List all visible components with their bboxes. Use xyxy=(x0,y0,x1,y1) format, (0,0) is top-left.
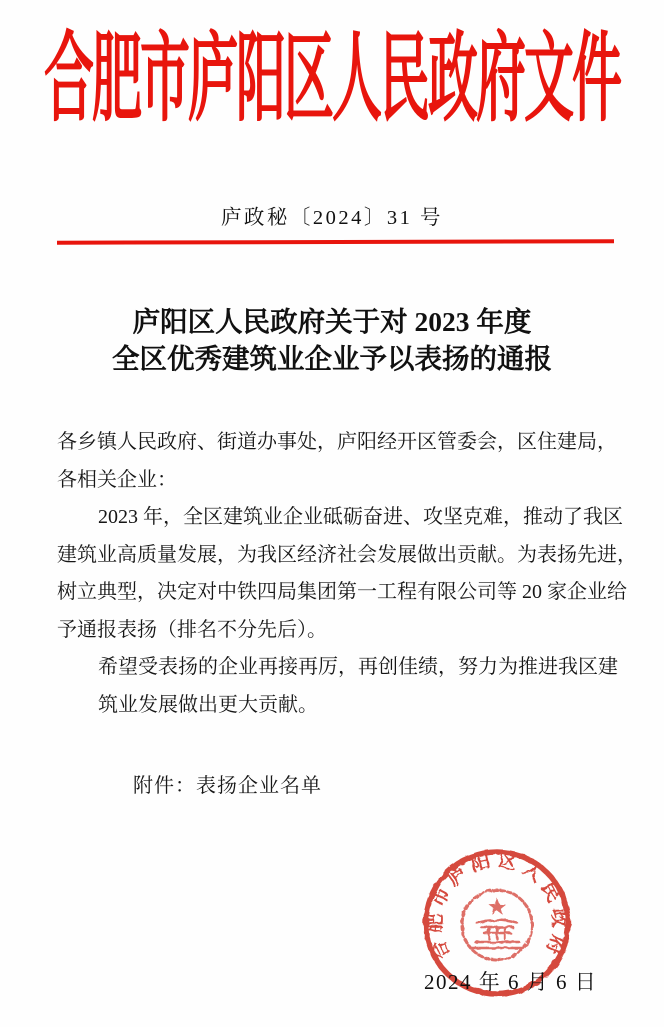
doc-number: 庐政秘〔2024〕31 号 xyxy=(220,207,444,229)
body-line: 2023 年，全区建筑业企业砥砺奋进、攻坚克难，推动了我区 xyxy=(98,506,623,528)
attachment-note: 附件：表扬企业名单 xyxy=(133,775,322,797)
body-line: 各相关企业： xyxy=(57,468,177,491)
document-title-line2: 全区优秀建筑业企业予以表扬的通报 xyxy=(112,343,552,374)
seal-text: 合肥市庐阳区人民政府 xyxy=(424,849,570,963)
letterhead-title: 合肥市庐阳区人民政府文件 xyxy=(44,24,620,134)
body-line: 予通报表扬（排名不分先后）。 xyxy=(57,618,327,641)
document-title-line1: 庐阳区人民政府关于对 2023 年度 xyxy=(132,306,532,337)
document-title xyxy=(0,303,664,377)
signoff-date: 2024 年 6 月 6 日 xyxy=(424,970,598,994)
body-line: 各乡镇人民政府、街道办事处，庐阳经开区管委会，区住建局， xyxy=(57,431,617,453)
body-line: 建筑业高质量发展，为我区经济社会发展做出贡献。为表扬先进， xyxy=(57,543,637,566)
red-separator-rule xyxy=(57,239,614,244)
body-line: 筑业发展做出更大贡献。 xyxy=(98,693,318,716)
body-text xyxy=(57,424,637,724)
national-emblem-icon xyxy=(462,890,532,960)
body-line: 希望受表扬的企业再接再厉，再创佳绩，努力为推进我区建 xyxy=(98,656,618,678)
body-line: 树立典型，决定对中铁四局集团第一工程有限公司等 20 家企业给 xyxy=(57,581,627,603)
